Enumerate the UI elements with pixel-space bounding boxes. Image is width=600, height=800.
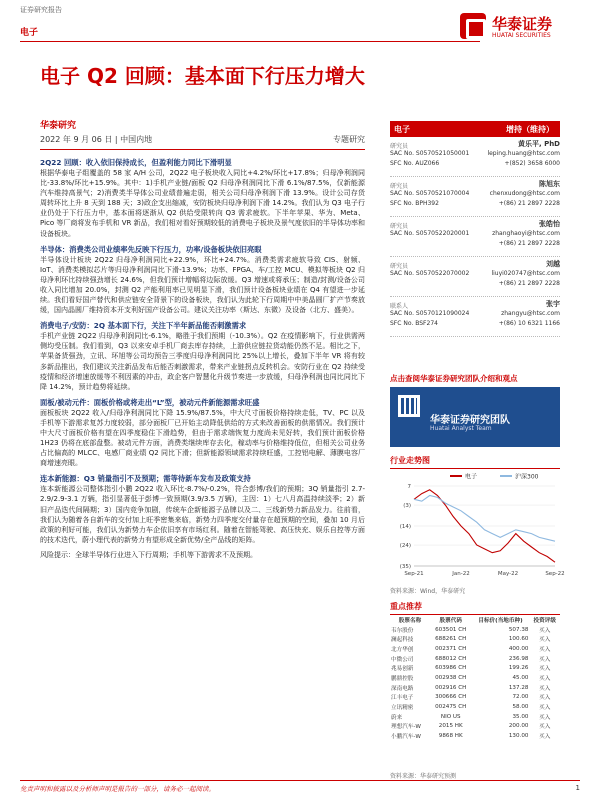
footer-divider bbox=[20, 780, 580, 781]
table-header-row bbox=[390, 615, 560, 625]
analyst-role: 研究员 bbox=[390, 223, 409, 230]
report-type-label: 证券研究报告 bbox=[20, 6, 62, 14]
table-row bbox=[390, 702, 560, 712]
analyst-email[interactable]: leping.huang@htsc.com bbox=[487, 150, 560, 157]
table-row bbox=[390, 625, 560, 635]
table-cell: 鹏鼎控股 bbox=[391, 675, 414, 682]
table-cell: 002371 CH bbox=[435, 645, 467, 652]
table-row bbox=[390, 722, 560, 732]
industry-trend-chart bbox=[390, 470, 565, 582]
main-text bbox=[40, 152, 365, 560]
table-row bbox=[390, 731, 560, 741]
analyst-card bbox=[390, 177, 560, 217]
table-cell: 买入 bbox=[539, 695, 551, 702]
date-line bbox=[40, 134, 365, 148]
table-cell: 300666 CH bbox=[435, 694, 467, 701]
table-cell: 688012 CH bbox=[435, 655, 467, 662]
table-cell: 200.00 bbox=[508, 723, 529, 730]
section-heading: 2Q22 回顾：收入依旧保持成长，但盈利能力同比下滑明显 bbox=[40, 158, 232, 167]
table-cell: 236.98 bbox=[508, 655, 529, 662]
analyst-name: 张皓怡 bbox=[539, 220, 560, 228]
section-heading: 面板/被动元件：面板价格或将走出“L”型，被动元件新能源需求旺盛 bbox=[40, 397, 260, 407]
table-cell: 买入 bbox=[539, 666, 551, 673]
team-intro-link[interactable]: 点击查阅华泰证券研究团队介绍和观点 bbox=[390, 374, 518, 383]
x-tick-label: Sep-22 bbox=[545, 571, 565, 577]
table-cell: 中微公司 bbox=[391, 656, 414, 663]
analyst-tel: +(86) 21 2897 2228 bbox=[498, 280, 560, 287]
section-heading: 连本新能源：Q3 销量指引不及预期；需等待新车发布及政策支持 bbox=[40, 474, 251, 484]
x-tick-label: Jan-22 bbox=[452, 571, 470, 577]
table-cell: 72.00 bbox=[512, 694, 529, 701]
table-cell: 买入 bbox=[539, 627, 551, 634]
analyst-card bbox=[390, 257, 560, 297]
section-panel bbox=[40, 397, 365, 469]
logo-en-text: HUATAI SECURITIES bbox=[492, 32, 551, 39]
table-cell: 35.00 bbox=[512, 713, 529, 720]
table-cell: 买入 bbox=[539, 734, 551, 741]
column-header: 投资评级 bbox=[533, 617, 556, 624]
category-label: 电子 bbox=[20, 28, 39, 38]
table-cell: NIO US bbox=[440, 713, 461, 720]
huatai-logo bbox=[460, 13, 580, 43]
table-cell: 买入 bbox=[539, 705, 551, 712]
y-tick-label: (35) bbox=[399, 564, 411, 570]
table-cell: 深南电路 bbox=[391, 685, 414, 692]
series-line bbox=[414, 496, 555, 542]
table-cell: 400.00 bbox=[508, 645, 529, 652]
date-divider bbox=[40, 149, 365, 150]
analyst-email[interactable]: zhangyu@htsc.com bbox=[501, 310, 560, 317]
report-region: 中国内地 bbox=[120, 135, 153, 144]
table-cell: 002938 CH bbox=[435, 674, 467, 681]
recommend-table bbox=[390, 615, 560, 741]
analyst-card bbox=[390, 297, 560, 337]
table-cell: 理想汽车-W bbox=[391, 724, 421, 731]
table-cell: 买入 bbox=[539, 685, 551, 692]
table-cell: 137.28 bbox=[508, 684, 529, 691]
table-cell: 507.38 bbox=[508, 626, 529, 633]
table-cell: 603501 CH bbox=[435, 626, 467, 633]
table-cell: 兆易创新 bbox=[391, 666, 414, 673]
chart-source: 资料来源：Wind，华泰研究 bbox=[390, 588, 466, 595]
table-row bbox=[390, 654, 560, 664]
table-cell: 小鹏汽车-W bbox=[391, 734, 421, 741]
analyst-email[interactable]: chenxudong@htsc.com bbox=[489, 190, 560, 197]
table-row bbox=[390, 712, 560, 722]
section-ev bbox=[40, 473, 365, 545]
analyst-tel: +(86) 21 2897 2228 bbox=[498, 200, 560, 207]
section-body: 面板板块 2Q22 收入/归母净利润同比下降 15.9%/87.5%，中大尺寸面板价格持续走低，TV、PC 以及手机等下游需求复苏力度较弱，部分面板厂已开始主动降低供给的方式来改善面板的供需情况。我们预计中大尺寸面板价格有望在四季度稳住下滑趋势，但由于需求端恢复力度尚未见好转，我们预计面板价格 1H23 仍将在底部盘整。被动元件方面，消费类继续库存去化，稼动率与价格维持低位，但相关公司业务占比偏高的 MLCC、电感厂商业绩 Q2 同比下滑；但新能源领域需求持续旺盛，工控铝电解、薄膜电容厂商增速亮眼。 bbox=[40, 408, 365, 468]
section-body: 手机产业链 2Q22 归母净利润同比-6.1%，略胜于我们预期（-10.3%）。Q2 在疫情影响下，行业供需两侧均受压制。我们看到，Q3 以来安卓手机厂商去库存持续，上游供应链拉货动能仍然不足。相比之下，苹果备货强劲，立讯、环旭等公司均预告三季度归母净利润同比 25%以上增长，叠加下半年 VR 将有较多新品推出，我们建议关注新品发布后能否刺激需求，带来产业链拐点反转机会。安防行业在 Q2 持续受疫情和经济增速放缓等不利因素的冲击，政企客户智慧化升级节奏进一步放缓，归母净利润也同比同比下降 14.2%，预计趋势将延续。 bbox=[40, 332, 365, 391]
legend-label: 沪深300 bbox=[515, 473, 539, 481]
table-cell: 9868 HK bbox=[438, 733, 463, 740]
section-heading: 消费电子/安防：2Q 基本面下行，关注下半年新品能否刺激需求 bbox=[40, 321, 247, 331]
analyst-card bbox=[390, 137, 560, 177]
date-separator: | bbox=[114, 135, 121, 144]
x-tick-label: May-22 bbox=[497, 571, 519, 577]
analyst-sac: SAC No. S0570121090024 bbox=[390, 310, 470, 317]
y-tick-label: 7 bbox=[407, 484, 411, 490]
table-row bbox=[390, 634, 560, 644]
report-date: 2022 年 9 月 06 日 bbox=[40, 135, 113, 144]
analyst-email[interactable]: liuyi020747@htsc.com bbox=[491, 270, 560, 277]
table-row bbox=[390, 663, 560, 673]
table-cell: 199.26 bbox=[508, 665, 529, 672]
table-cell: 买入 bbox=[539, 714, 551, 721]
analyst-tel: +(852) 3658 6000 bbox=[504, 160, 560, 167]
analyst-sac: SAC No. S0570521050001 bbox=[390, 150, 470, 157]
legend-label: 电子 bbox=[465, 473, 478, 481]
table-row bbox=[390, 673, 560, 683]
table-cell: 韦尔股份 bbox=[391, 627, 414, 634]
analyst-card bbox=[390, 217, 560, 257]
analyst-sfc: SFC No. BPH392 bbox=[390, 200, 439, 207]
analyst-tel: +(86) 21 2897 2228 bbox=[498, 240, 560, 247]
report-type-tag: 专题研究 bbox=[333, 135, 365, 144]
team-banner-title: 华泰证券研究团队 bbox=[430, 415, 510, 426]
table-cell: 江丰电子 bbox=[391, 695, 414, 702]
page-number: 1 bbox=[575, 784, 580, 792]
table-cell: 买入 bbox=[539, 656, 551, 663]
report-header bbox=[20, 5, 580, 43]
table-cell: 买入 bbox=[539, 724, 551, 731]
section-heading: 半导体：消费类公司业绩率先反映下行压力，功率/设备板块依旧亮眼 bbox=[40, 244, 262, 254]
chart-title: 行业走势图 bbox=[390, 455, 560, 469]
rating-bar bbox=[390, 121, 560, 137]
table-cell: 澜起科技 bbox=[391, 637, 414, 644]
analyst-sac: SAC No. S0570522020001 bbox=[390, 230, 470, 237]
section-review bbox=[40, 157, 365, 239]
analyst-role: 研究员 bbox=[390, 143, 409, 150]
table-cell: 买入 bbox=[539, 646, 551, 653]
team-banner[interactable] bbox=[390, 387, 560, 447]
column-header: 股票名称 bbox=[398, 617, 422, 624]
y-tick-label: (3) bbox=[403, 503, 411, 510]
section-consumer bbox=[40, 320, 365, 392]
team-banner-subtitle: Huatai Analyst Team bbox=[430, 425, 492, 432]
recommend-title: 重点推荐 bbox=[390, 601, 560, 615]
x-tick-label: Sep-21 bbox=[404, 571, 424, 577]
table-cell: 002916 CH bbox=[435, 684, 467, 691]
analyst-sac: SAC No. S0570521070004 bbox=[390, 190, 470, 197]
y-tick-label: (24) bbox=[399, 543, 411, 550]
analyst-name: 黄乐平, PhD bbox=[517, 140, 560, 148]
y-tick-label: (14) bbox=[399, 524, 411, 530]
table-cell: 买入 bbox=[539, 637, 551, 644]
table-cell: 603986 CH bbox=[435, 665, 467, 672]
table-row bbox=[390, 693, 560, 703]
analyst-name: 张宇 bbox=[546, 300, 560, 308]
logo-cn-text: 华泰证券 bbox=[492, 15, 553, 33]
table-cell: 002475 CH bbox=[435, 704, 467, 711]
table-cell: 2015 HK bbox=[438, 723, 463, 730]
recommend-source: 资料来源：华泰研究预测 bbox=[390, 773, 457, 780]
huatai-logo-icon bbox=[460, 13, 486, 39]
sidebar bbox=[390, 121, 560, 337]
table-row bbox=[390, 644, 560, 654]
column-header: 目标价(当地币种) bbox=[478, 617, 523, 624]
rating: 增持（维持） bbox=[506, 125, 554, 134]
table-cell: 买入 bbox=[539, 675, 551, 682]
section-body: 半导体设计板块 2Q22 归母净利润同比+22.9%，环比+24.7%。消费类需求疲软导致 CIS、射频、IoT、消费类模拟芯片等归母净利润同比下滑-13.9%；功率、FPGA、车/工控 MCU、模拟等板块 Q2 归母净利环比持续强劲增长 24.6%，但我们预计增幅将边际放缓。Q3 增速或将承压；制造/封测/设备公司收入同比增加 20.0%，封测 Q2 产能利用率已见明显下滑，我们预计设备板块业绩在 Q4 有望进一步延续。我们看好国产替代和供应链安全背景下的设备板块，我们认为此轮下行周期中中美晶圆厂扩产节奏放缓，国内晶圆厂维持资本开支利好国产设备公司。建议关注功率（斯达、东微）及设备（北方、盛美）。 bbox=[40, 255, 365, 315]
analyst-role: 研究员 bbox=[390, 263, 409, 270]
research-org: 华泰研究 bbox=[40, 121, 77, 131]
table-cell: 688261 CH bbox=[435, 636, 467, 643]
trend-chart-svg bbox=[390, 470, 565, 582]
qr-code-icon bbox=[398, 395, 420, 417]
risk-notice: 风险提示：全球半导体行业进入下行周期；手机等下游需求不及预期。 bbox=[40, 550, 257, 559]
table-cell: 130.00 bbox=[508, 733, 529, 740]
header-divider bbox=[20, 41, 480, 42]
section-body: 连本新能源公司整体指引小鹏 2Q22 收入环比-8.7%/-0.2%，符合彭博/我们的预期；3Q 销量指引 2.7-2.9/2.9-3.1 万辆，指引显著低于彭博一致预期(3.9/3.5 万辆)，主因：1）七八月高温持续淡季；2）新旧产品迭代间隔期；3）国内竞争加剧，传统车企新能源子品牌以及二、三线新势力新品发力。往前看，我们认为随着各自新车的交付加上旺季密集来临，新势力四季度交付量存在超预期的空间，叠加 10 月后政策的利好可能，我们认为新势力车企依旧享有市场红利。随着在智能驾驶、高压快充、娱乐自控等方面的技术迭代，蔚小理代表的新势力有望形成全新优势/全产品线的矩阵。 bbox=[40, 485, 365, 544]
report-title: 电子 Q2 回顾：基本面下行压力增大 bbox=[40, 64, 365, 88]
section-body: 根据华泰电子组覆盖的 58 家 A/H 公司，2Q22 电子板块收入同比+4.2%/环比+17.8%；归母净利润同比-33.8%/环比+15.9%。其中：1)手机产业链/面板 Q2 归母净利润同比下滑 6.1%/87.5%，仅新能源汽车维持高景气；2)消费类半导体公司业绩普遍走弱，相关公司归母净利润下滑 13.9%。设计公司存货周转环比上升 8 天到 188 天；3)政企支出缩减，安防板块归母净利润下滑 14.2%。我们认为 Q3 电子行业仍处于下行压力中，基本面将逐渐从 Q2 供给受限转向 Q3 需求疲软。下半年苹果、华为、Meta、Pico 等厂商将发布手机和 VR 新品，我们相对看好预期较低的消费电子板块及景气度依旧的半导体功率和设备板块。 bbox=[40, 169, 365, 238]
disclaimer: 免责声明和披露以及分析师声明是报告的一部分，请务必一起阅读。 bbox=[20, 785, 215, 793]
table-cell: 蔚来 bbox=[391, 714, 403, 721]
sector-name: 电子 bbox=[394, 125, 410, 134]
analyst-sfc: SFC No. AUZ066 bbox=[390, 160, 440, 167]
analyst-role: 联系人 bbox=[390, 303, 409, 310]
table-cell: 100.60 bbox=[508, 636, 529, 643]
analyst-tel: +(86) 10 6321 1166 bbox=[498, 320, 560, 327]
table-cell: 北方华创 bbox=[391, 646, 414, 653]
section-semiconductor bbox=[40, 244, 365, 316]
table-cell: 立讯精密 bbox=[391, 705, 414, 712]
section-risk bbox=[40, 550, 365, 560]
analyst-email[interactable]: zhanghaoyi@htsc.com bbox=[492, 230, 560, 237]
table-row bbox=[390, 683, 560, 693]
analyst-sfc: SFC No. BSF274 bbox=[390, 320, 438, 327]
table-cell: 45.00 bbox=[512, 674, 529, 681]
analyst-role: 研究员 bbox=[390, 183, 409, 190]
analyst-name: 刘越 bbox=[546, 260, 560, 268]
table-cell: 58.00 bbox=[512, 704, 529, 711]
analyst-name: 陈旭东 bbox=[539, 180, 560, 188]
analyst-sac: SAC No. S0570522070002 bbox=[390, 270, 470, 277]
column-header: 股票代码 bbox=[439, 617, 462, 624]
